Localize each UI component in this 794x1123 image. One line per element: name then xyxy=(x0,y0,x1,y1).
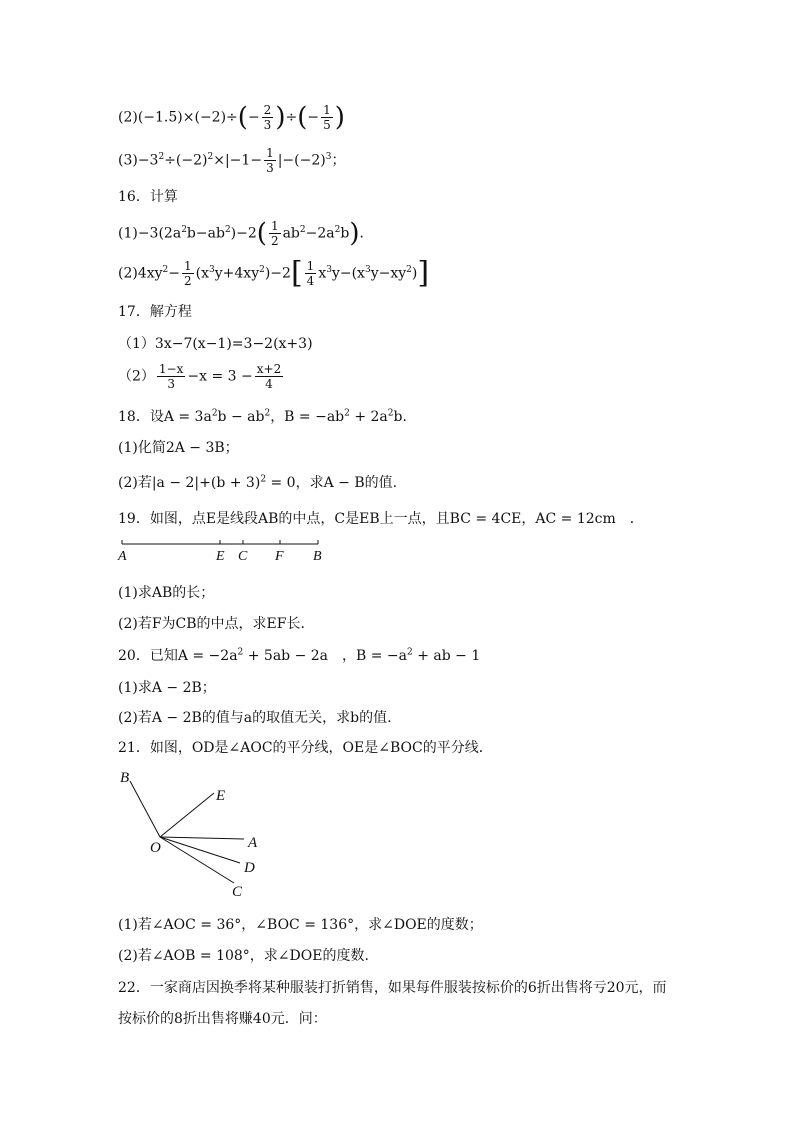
label-e: E xyxy=(216,549,225,564)
t: )−2 xyxy=(230,225,257,242)
q21-part2: (2)若∠AOB = 108°，求∠DOE的度数. xyxy=(118,948,369,964)
q18-part2: (2)若$|a - 2|+(b + 3)^2 = 0$，求A − B的值. xyxy=(118,474,398,491)
t: y+4xy xyxy=(214,265,260,282)
label-b: B xyxy=(313,549,322,564)
num: 1 xyxy=(184,259,192,273)
den: 2 xyxy=(270,234,279,248)
t: b． xyxy=(393,409,417,425)
ray-od xyxy=(160,837,240,863)
q20-title: 20．已知$A = -2a^2 + 5ab - 2a$ ，$B = -a^2$ + ab − 1 xyxy=(118,647,481,664)
ray-ob xyxy=(130,781,160,837)
t: ab xyxy=(282,225,300,242)
num: x+2 xyxy=(256,362,282,376)
fraction xyxy=(305,259,317,288)
t: 20．已知A = −2a xyxy=(118,648,238,664)
ray-oc xyxy=(160,837,234,883)
q15-part3: $(3)-3^2\div(-2)^2\times|-1-$ $\frac{1}{3}$ $|-(-2)^3$； xyxy=(118,146,346,175)
t: + 2a xyxy=(349,409,388,425)
q20-part2: (2)若A − 2B的值与a的取值无关，求b的值. xyxy=(118,710,392,726)
t: −2a xyxy=(305,225,335,242)
t: （2） xyxy=(118,368,155,385)
t: 18．设A = 3a xyxy=(118,409,212,425)
t: + ab − 1 xyxy=(412,648,481,664)
fraction xyxy=(264,146,276,175)
den: 3 xyxy=(167,377,175,391)
q22-line2: 按标价的8折出售将赚40元．问： xyxy=(118,1011,327,1027)
label-c: C xyxy=(232,884,243,900)
t: y−(x xyxy=(331,265,365,282)
den: 4 xyxy=(265,377,273,391)
den: 3 xyxy=(266,161,274,175)
t: − xyxy=(168,265,181,282)
q15-p2-text: (2)(−1.5)×(−2)÷ xyxy=(118,109,238,126)
t: (2)若|a − 2|+(b + 3) xyxy=(118,475,261,491)
den: 3 xyxy=(263,118,272,132)
t: ÷(−2) xyxy=(164,152,208,169)
q16-title: 16．计算 xyxy=(118,189,178,205)
q19-segment-figure xyxy=(112,536,332,566)
t: (1)−3(2a xyxy=(118,225,182,242)
t: = 0，求A − B的值. xyxy=(266,475,398,491)
den: 5 xyxy=(323,118,331,132)
t: (2)4xy xyxy=(118,265,163,282)
num: 2 xyxy=(263,103,272,117)
q17-part2 xyxy=(118,362,285,391)
t: x xyxy=(318,265,327,282)
t: b xyxy=(340,225,350,242)
label-a: A xyxy=(248,835,258,851)
num: 1 xyxy=(270,219,279,233)
label-f: F xyxy=(275,549,284,564)
q18-title: 18．设$A = 3a^2b - ab^2$，$B = -ab^2 + 2a^2b$． xyxy=(118,408,417,425)
ray-oa xyxy=(160,837,244,839)
label-a: A xyxy=(118,549,127,564)
t: (x xyxy=(195,265,210,282)
t: + 5ab − 2a ，B = −a xyxy=(243,648,408,664)
num: 1 xyxy=(306,259,315,273)
fraction xyxy=(157,362,185,391)
q22-line1: 22．一家商店因换季将某种服装打折销售，如果每件服装按标价的6折出售将亏20元，而 xyxy=(118,980,667,996)
t: ； xyxy=(331,152,346,169)
q16-part1: $(1)-3(2a^2b-ab^2)-2$( $\frac{1}{2}$ $ab^2-2a^2b$)． xyxy=(118,218,374,249)
fraction xyxy=(321,103,333,132)
fraction xyxy=(262,103,274,132)
fraction xyxy=(182,259,194,288)
q19-part2: (2)若F为CB的中点，求EF长． xyxy=(118,616,315,632)
label-o: O xyxy=(150,840,161,856)
ray-oe xyxy=(160,793,214,837)
q20-part1: (1)求A − 2B； xyxy=(118,680,216,696)
den: 4 xyxy=(306,274,315,288)
t: ) xyxy=(411,265,418,282)
q21-title: 21．如图，OD是∠AOC的平分线，OE是∠BOC的平分线． xyxy=(118,740,493,756)
label-b: B xyxy=(120,770,130,786)
t: (3)−3 xyxy=(118,152,159,169)
q21-part1: (1)若∠AOC = 36°，∠BOC = 136°，求∠DOE的度数； xyxy=(118,917,483,933)
t: y−xy xyxy=(370,265,407,282)
t: −x = 3 − xyxy=(187,368,253,385)
label-d: D xyxy=(244,860,255,876)
den: 2 xyxy=(184,274,192,288)
num: 1−x xyxy=(158,362,184,376)
t: b−ab xyxy=(186,225,225,242)
q19-part1: (1)求AB的长； xyxy=(118,585,215,601)
fraction xyxy=(269,219,281,248)
t: ． xyxy=(359,225,374,242)
q16-part2: $(2)4xy^2-$ $\frac{1}{2}$ $(x^3y+4xy^2)-2$[ $\frac{1}{4}$ $x^3y-(x^3y-xy^2)$] xyxy=(118,255,430,291)
t: )−2 xyxy=(264,265,291,282)
t: ，B = −ab xyxy=(270,409,345,425)
label-c: C xyxy=(238,549,248,564)
q19-title: 19．如图，点E是线段AB的中点，C是EB上一点，且BC = 4CE，AC = 12cm ． xyxy=(118,511,644,527)
t: ×|−1− xyxy=(213,152,263,169)
num: 1 xyxy=(266,146,274,160)
q17-title: 17．解方程 xyxy=(118,304,192,320)
num: 1 xyxy=(323,103,331,117)
label-e: E xyxy=(216,788,226,804)
q18-part1: (1)化简2A − 3B； xyxy=(118,440,239,456)
t: b − ab xyxy=(217,409,265,425)
q21-angle-figure xyxy=(112,765,272,900)
q15-part2: (2)(−1.5)×(−2)÷(− $\frac{2}{3}$ )÷(− $\frac{1}{5}$ ) xyxy=(118,102,345,133)
q17-part1: （1）3x−7(x−1)=3−2(x+3) xyxy=(118,336,313,352)
fraction xyxy=(255,362,283,391)
t: |−(−2) xyxy=(277,152,326,169)
